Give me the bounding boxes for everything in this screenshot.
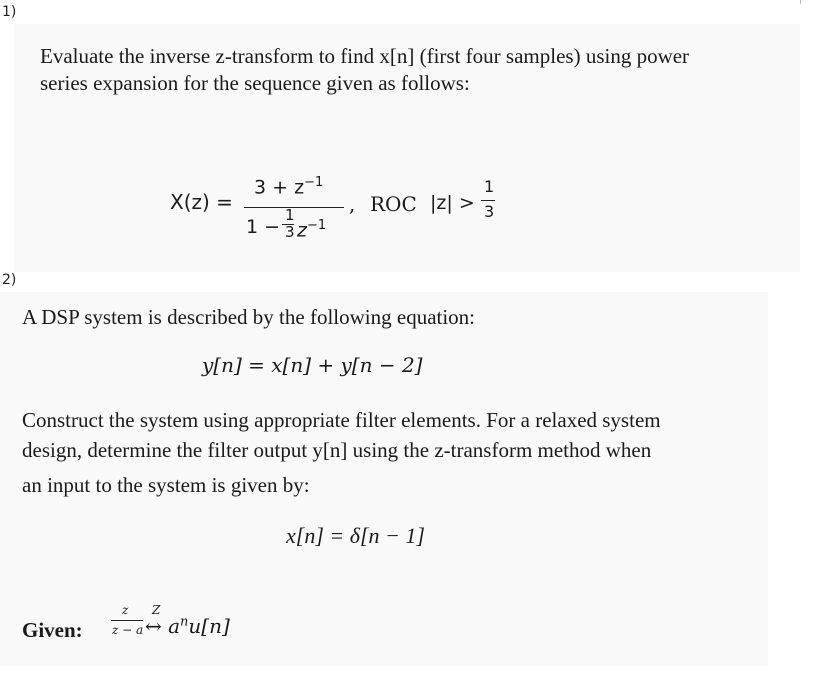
formula-denominator-var: $z^{-1}$	[297, 218, 327, 242]
question-2-equation: y[n] = x[n] + y[n − 2]	[202, 353, 423, 377]
formula-denominator-frac-num: 1	[285, 206, 295, 224]
question-2-paragraph-line2: design, determine the filter output y[n] using the z-transform method when	[22, 438, 652, 462]
given-label: Given:	[22, 618, 83, 642]
page-edge-mark	[800, 0, 801, 4]
formula-comma: ,	[349, 192, 356, 216]
question-2-panel	[0, 292, 768, 666]
given-fraction-bar	[111, 620, 143, 621]
question-2-intro: A DSP system is described by the following equation:	[22, 305, 476, 329]
formula-lhs: X(z) =	[170, 190, 233, 214]
roc-condition: |z| >	[430, 192, 475, 214]
roc-numerator: 1	[484, 177, 495, 196]
given-numerator: z	[122, 603, 129, 617]
question-1-text-line2: series expansion for the sequence given as follows:	[40, 71, 470, 95]
formula-denominator-frac-den: 3	[285, 223, 295, 241]
question-2-paragraph-line1: Construct the system using appropriate filter elements. For a relaxed system	[22, 408, 661, 432]
formula-denominator-lead: 1 −	[246, 216, 281, 238]
question-1-text-line1: Evaluate the inverse z-transform to find x[n] (first four samples) using power	[40, 44, 690, 68]
question-2-paragraph-line3: an input to the system is given by:	[22, 473, 310, 497]
formula-numerator: $3 + z^{-1}$	[254, 175, 324, 199]
given-denominator: z − a	[112, 623, 144, 637]
roc-denominator: 3	[484, 202, 495, 221]
roc-label: ROC	[370, 192, 417, 216]
question-1-number: 1)	[2, 4, 17, 20]
question-1-panel	[14, 24, 800, 272]
given-rhs: ↔ $a^nu[n]$	[145, 614, 230, 638]
question-2-input-equation: x[n] = δ[n − 1]	[286, 523, 425, 548]
given-transform-label: Z	[152, 603, 161, 617]
question-2-number: 2)	[2, 272, 17, 288]
